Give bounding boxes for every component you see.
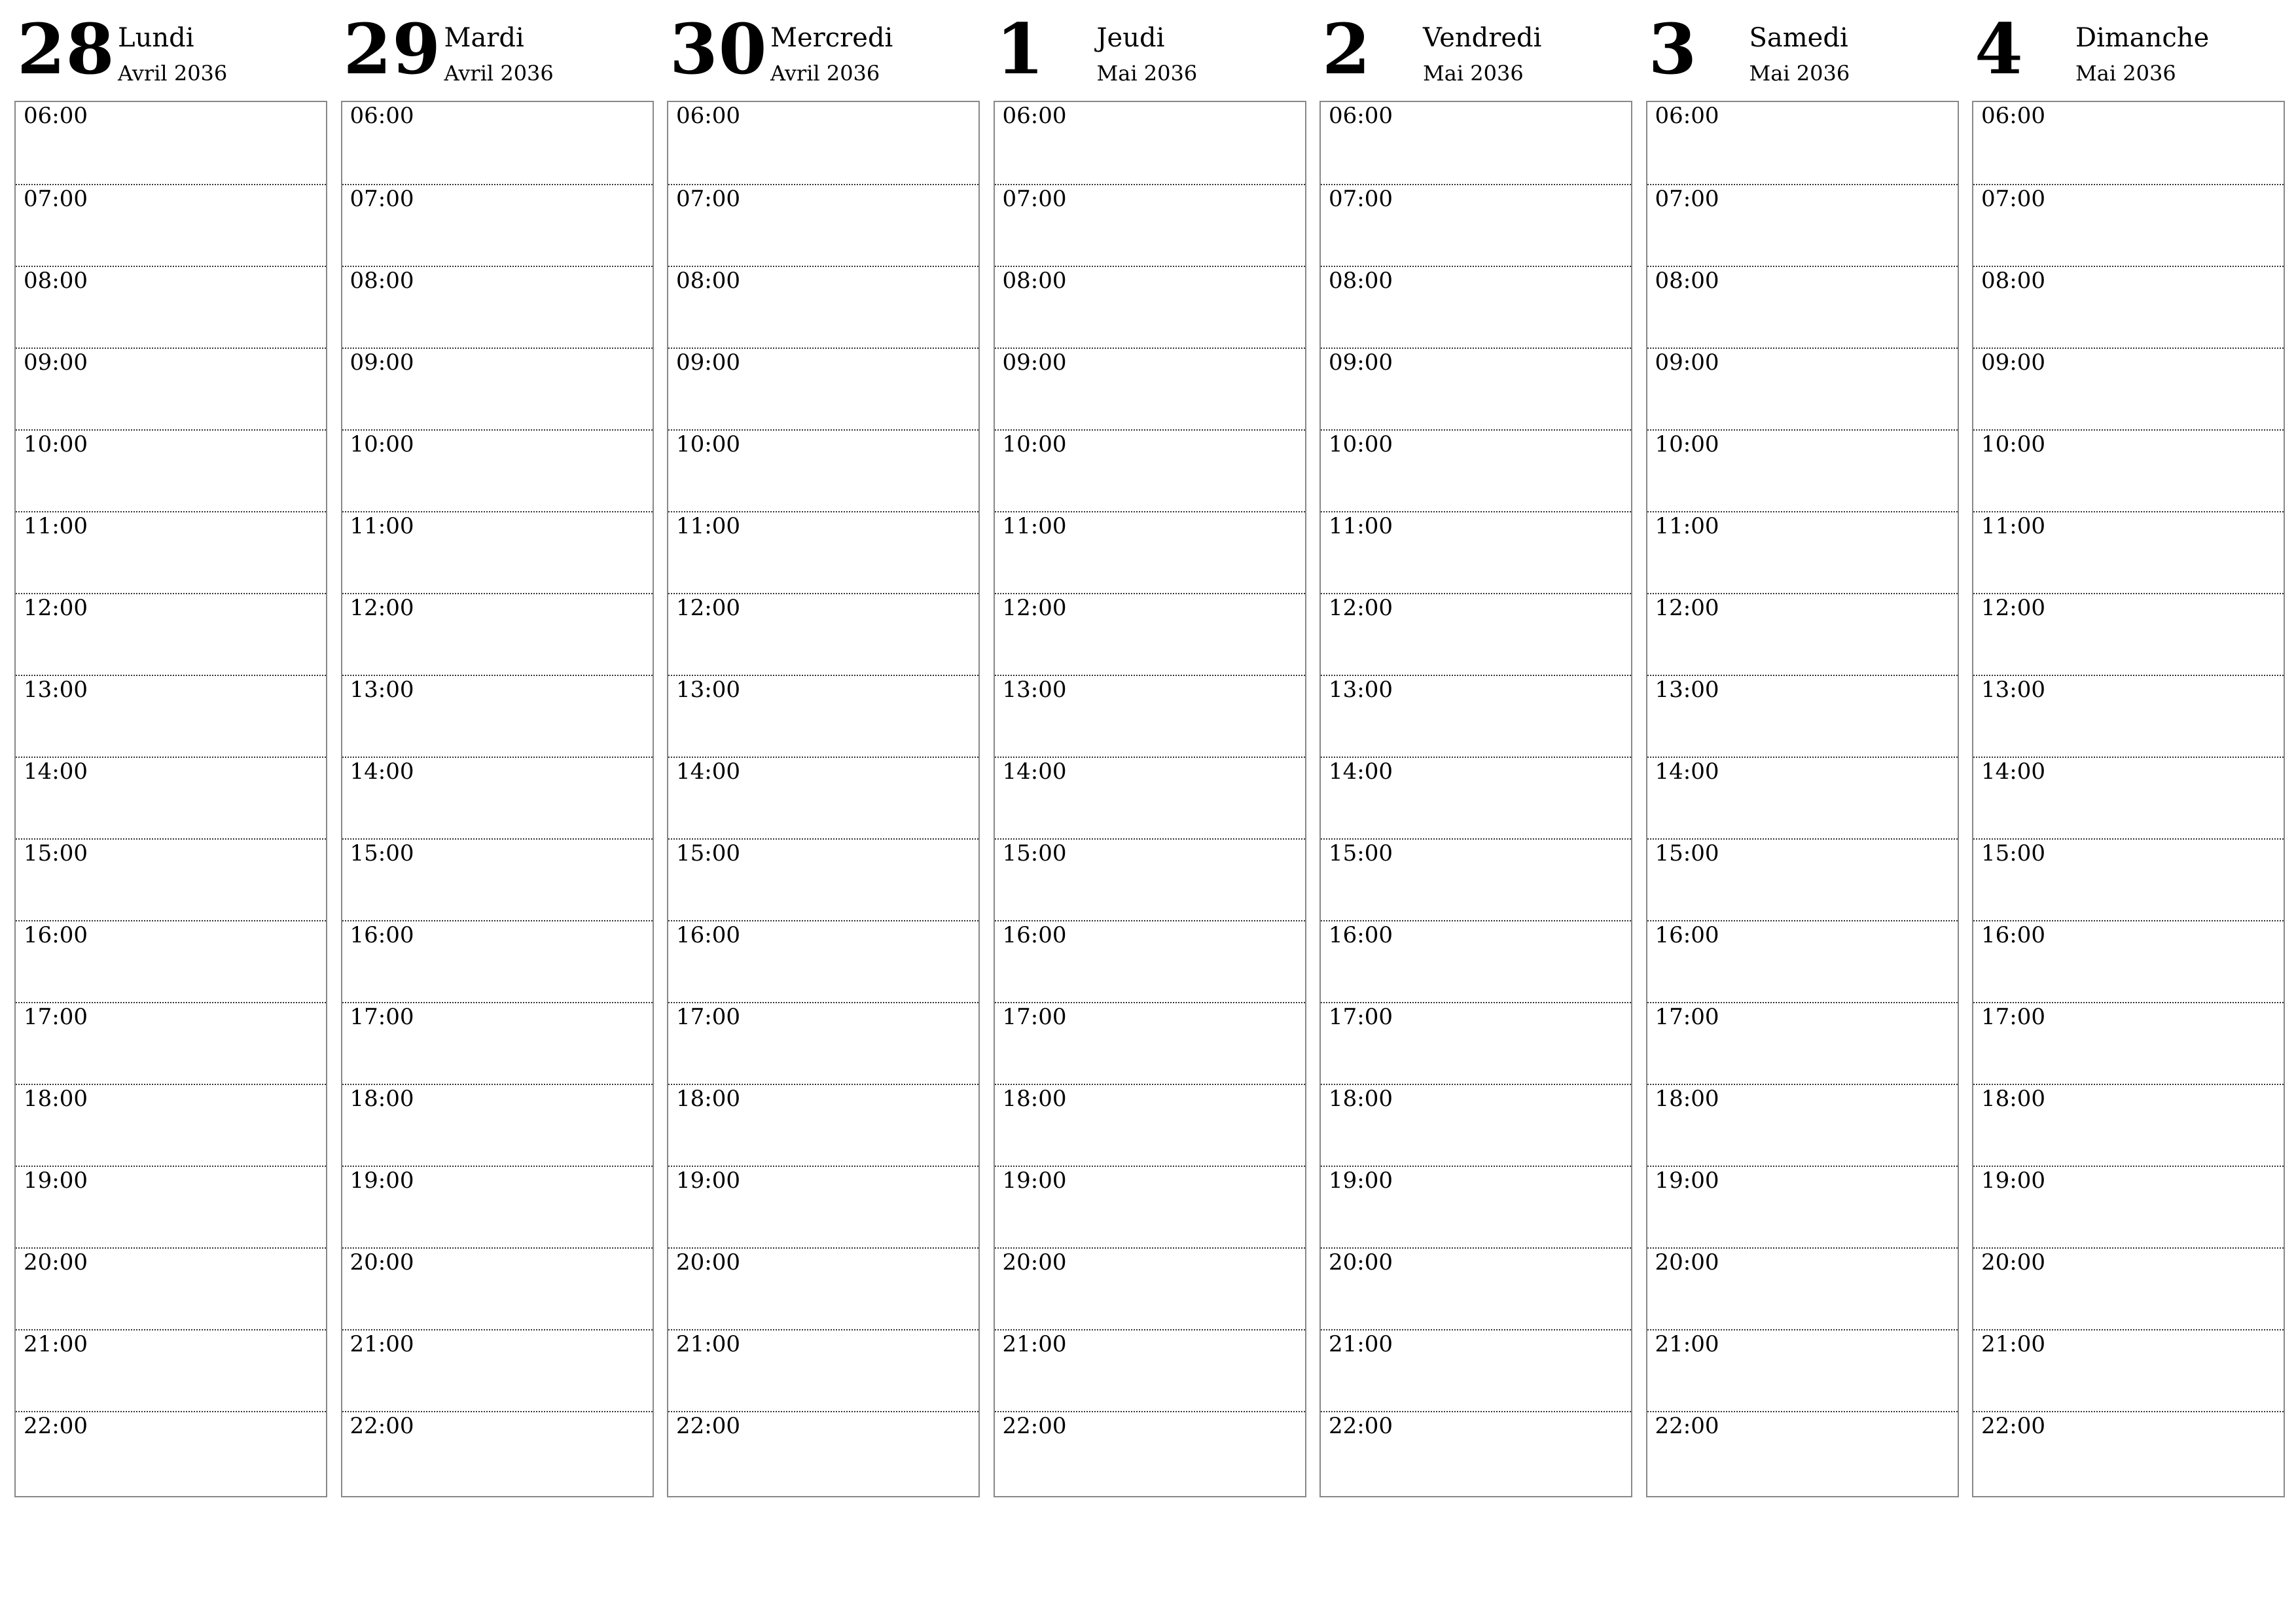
hour-slot[interactable] <box>1973 184 2284 267</box>
hour-label: 11:00 <box>1981 513 2045 539</box>
hour-slot[interactable] <box>1647 102 1958 184</box>
hour-label: 13:00 <box>1981 677 2045 703</box>
hour-slot[interactable] <box>1647 1084 1958 1167</box>
hour-slot[interactable] <box>1321 1329 1631 1412</box>
hour-slot[interactable] <box>668 102 978 184</box>
hour-slot[interactable] <box>1647 511 1958 594</box>
hour-label: 21:00 <box>24 1331 88 1357</box>
hour-slot[interactable] <box>1647 920 1958 1003</box>
day-schedule-box <box>994 101 1306 1497</box>
hour-label: 18:00 <box>1981 1086 2045 1112</box>
hour-slot[interactable] <box>668 266 978 349</box>
hour-label: 17:00 <box>1981 1004 2045 1030</box>
day-month: Mai 2036 <box>2075 61 2176 86</box>
hour-label: 12:00 <box>1655 595 1719 621</box>
hour-slot[interactable] <box>16 675 326 758</box>
hour-label: 18:00 <box>1655 1086 1719 1112</box>
hour-label: 17:00 <box>24 1004 88 1030</box>
day-schedule-box <box>341 101 654 1497</box>
hour-slot[interactable] <box>668 429 978 512</box>
hour-label: 22:00 <box>24 1413 88 1439</box>
hour-slot[interactable] <box>995 266 1305 349</box>
hour-slot[interactable] <box>16 1411 326 1494</box>
day-name: Mercredi <box>770 23 893 53</box>
hour-label: 15:00 <box>1329 840 1393 866</box>
hour-slot[interactable] <box>668 593 978 676</box>
hour-label: 09:00 <box>676 349 740 376</box>
hour-label: 15:00 <box>1002 840 1067 866</box>
hour-label: 07:00 <box>350 186 414 212</box>
day-schedule-box <box>1972 101 2285 1497</box>
hour-slot[interactable] <box>16 1247 326 1330</box>
hour-label: 21:00 <box>1002 1331 1067 1357</box>
hour-slot[interactable] <box>1973 348 2284 431</box>
hour-label: 11:00 <box>24 513 88 539</box>
day-month: Avril 2036 <box>770 61 880 86</box>
hour-slot[interactable] <box>995 1166 1305 1249</box>
hour-label: 17:00 <box>350 1004 414 1030</box>
hour-label: 07:00 <box>676 186 740 212</box>
hour-slot[interactable] <box>16 511 326 594</box>
hour-label: 15:00 <box>1655 840 1719 866</box>
hour-label: 06:00 <box>24 103 88 129</box>
hour-slot[interactable] <box>16 102 326 184</box>
day-name: Dimanche <box>2075 23 2210 53</box>
hour-label: 06:00 <box>1329 103 1393 129</box>
hour-slot[interactable] <box>668 920 978 1003</box>
hour-slot[interactable] <box>342 1166 653 1249</box>
hour-label: 09:00 <box>1329 349 1393 376</box>
hour-label: 07:00 <box>1002 186 1067 212</box>
hour-slot[interactable] <box>1321 1002 1631 1085</box>
hour-label: 10:00 <box>676 431 740 457</box>
hour-label: 08:00 <box>24 268 88 294</box>
hour-slot[interactable] <box>668 1166 978 1249</box>
hour-slot[interactable] <box>342 1084 653 1167</box>
day-header <box>1972 0 2285 98</box>
hour-slot[interactable] <box>1973 920 2284 1003</box>
hour-slot[interactable] <box>1973 1329 2284 1412</box>
hour-slot[interactable] <box>1973 1084 2284 1167</box>
hour-slot[interactable] <box>1973 266 2284 349</box>
hour-label: 11:00 <box>1002 513 1067 539</box>
hour-label: 20:00 <box>1329 1249 1393 1275</box>
hour-slot[interactable] <box>995 1084 1305 1167</box>
day-header <box>667 0 980 98</box>
hour-label: 21:00 <box>1655 1331 1719 1357</box>
hour-slot[interactable] <box>668 511 978 594</box>
hour-slot[interactable] <box>1321 1411 1631 1494</box>
hour-label: 18:00 <box>676 1086 740 1112</box>
hour-label: 08:00 <box>1981 268 2045 294</box>
hour-slot[interactable] <box>995 1411 1305 1494</box>
hour-label: 12:00 <box>1002 595 1067 621</box>
hour-slot[interactable] <box>16 838 326 921</box>
hour-slot[interactable] <box>1647 1247 1958 1330</box>
hour-slot[interactable] <box>1321 593 1631 676</box>
hour-label: 16:00 <box>1329 922 1393 948</box>
hour-label: 16:00 <box>350 922 414 948</box>
hour-label: 22:00 <box>1329 1413 1393 1439</box>
day-month: Avril 2036 <box>444 61 554 86</box>
day-number: 3 <box>1648 8 1698 90</box>
hour-slot[interactable] <box>16 184 326 267</box>
hour-slot[interactable] <box>1321 757 1631 840</box>
day-month: Mai 2036 <box>1423 61 1524 86</box>
day-schedule-box <box>1319 101 1632 1497</box>
hour-label: 22:00 <box>350 1413 414 1439</box>
hour-slot[interactable] <box>342 266 653 349</box>
hour-slot[interactable] <box>995 1329 1305 1412</box>
hour-slot[interactable] <box>342 1329 653 1412</box>
hour-label: 20:00 <box>1655 1249 1719 1275</box>
hour-slot[interactable] <box>342 1002 653 1085</box>
day-month: Avril 2036 <box>118 61 228 86</box>
hour-label: 15:00 <box>676 840 740 866</box>
hour-label: 12:00 <box>1329 595 1393 621</box>
hour-label: 08:00 <box>1655 268 1719 294</box>
hour-slot[interactable] <box>342 348 653 431</box>
hour-label: 13:00 <box>1002 677 1067 703</box>
hour-slot[interactable] <box>1973 511 2284 594</box>
hour-label: 16:00 <box>24 922 88 948</box>
hour-label: 06:00 <box>1002 103 1067 129</box>
hour-slot[interactable] <box>1321 184 1631 267</box>
hour-slot[interactable] <box>342 1411 653 1494</box>
hour-label: 08:00 <box>1329 268 1393 294</box>
hour-label: 14:00 <box>350 758 414 785</box>
hour-slot[interactable] <box>668 675 978 758</box>
hour-slot[interactable] <box>342 920 653 1003</box>
hour-label: 20:00 <box>676 1249 740 1275</box>
hour-label: 17:00 <box>1329 1004 1393 1030</box>
hour-slot[interactable] <box>1973 757 2284 840</box>
hour-label: 14:00 <box>1981 758 2045 785</box>
day-name: Mardi <box>444 23 524 53</box>
hour-label: 16:00 <box>1002 922 1067 948</box>
hour-slot[interactable] <box>16 757 326 840</box>
hour-slot[interactable] <box>668 1084 978 1167</box>
hour-label: 16:00 <box>1655 922 1719 948</box>
hour-slot[interactable] <box>995 429 1305 512</box>
hour-slot[interactable] <box>668 838 978 921</box>
hour-label: 13:00 <box>1655 677 1719 703</box>
hour-label: 22:00 <box>1981 1413 2045 1439</box>
hour-label: 13:00 <box>350 677 414 703</box>
hour-slot[interactable] <box>16 1329 326 1412</box>
hour-slot[interactable] <box>1973 838 2284 921</box>
hour-slot[interactable] <box>342 511 653 594</box>
hour-slot[interactable] <box>1647 757 1958 840</box>
hour-label: 07:00 <box>1655 186 1719 212</box>
hour-slot[interactable] <box>1321 920 1631 1003</box>
hour-label: 11:00 <box>350 513 414 539</box>
day-header <box>341 0 654 98</box>
hour-slot[interactable] <box>342 102 653 184</box>
hour-label: 11:00 <box>676 513 740 539</box>
hour-slot[interactable] <box>342 184 653 267</box>
hour-label: 18:00 <box>24 1086 88 1112</box>
hour-slot[interactable] <box>342 757 653 840</box>
hour-label: 12:00 <box>24 595 88 621</box>
hour-label: 19:00 <box>1329 1168 1393 1194</box>
hour-label: 17:00 <box>676 1004 740 1030</box>
hour-label: 09:00 <box>1981 349 2045 376</box>
hour-label: 10:00 <box>1981 431 2045 457</box>
hour-label: 21:00 <box>1329 1331 1393 1357</box>
hour-label: 14:00 <box>1002 758 1067 785</box>
hour-label: 15:00 <box>1981 840 2045 866</box>
hour-slot[interactable] <box>1321 1166 1631 1249</box>
hour-slot[interactable] <box>995 675 1305 758</box>
hour-label: 06:00 <box>350 103 414 129</box>
hour-slot[interactable] <box>1647 838 1958 921</box>
hour-slot[interactable] <box>1321 348 1631 431</box>
hour-label: 06:00 <box>676 103 740 129</box>
hour-slot[interactable] <box>995 348 1305 431</box>
hour-slot[interactable] <box>342 1247 653 1330</box>
hour-slot[interactable] <box>16 920 326 1003</box>
day-name: Samedi <box>1749 23 1848 53</box>
hour-label: 12:00 <box>350 595 414 621</box>
hour-label: 12:00 <box>676 595 740 621</box>
hour-slot[interactable] <box>1647 675 1958 758</box>
hour-label: 22:00 <box>676 1413 740 1439</box>
hour-slot[interactable] <box>995 511 1305 594</box>
day-number: 4 <box>1975 8 2024 90</box>
hour-slot[interactable] <box>1973 1002 2284 1085</box>
hour-label: 22:00 <box>1655 1413 1719 1439</box>
hour-label: 16:00 <box>1981 922 2045 948</box>
hour-slot[interactable] <box>1973 675 2284 758</box>
hour-slot[interactable] <box>1647 593 1958 676</box>
hour-slot[interactable] <box>16 1002 326 1085</box>
hour-slot[interactable] <box>1973 429 2284 512</box>
hour-label: 14:00 <box>1329 758 1393 785</box>
hour-label: 20:00 <box>350 1249 414 1275</box>
hour-label: 18:00 <box>1329 1086 1393 1112</box>
hour-slot[interactable] <box>1647 1002 1958 1085</box>
hour-slot[interactable] <box>16 1084 326 1167</box>
hour-label: 22:00 <box>1002 1413 1067 1439</box>
day-month: Mai 2036 <box>1096 61 1198 86</box>
hour-label: 19:00 <box>1981 1168 2045 1194</box>
hour-slot[interactable] <box>16 1166 326 1249</box>
hour-label: 13:00 <box>24 677 88 703</box>
hour-label: 13:00 <box>1329 677 1393 703</box>
hour-label: 20:00 <box>1002 1249 1067 1275</box>
day-number: 30 <box>670 8 768 90</box>
day-month: Mai 2036 <box>1749 61 1850 86</box>
day-header <box>1646 0 1959 98</box>
hour-slot[interactable] <box>995 102 1305 184</box>
hour-slot[interactable] <box>668 1411 978 1494</box>
hour-label: 19:00 <box>1655 1168 1719 1194</box>
day-header <box>994 0 1306 98</box>
hour-label: 17:00 <box>1655 1004 1719 1030</box>
hour-label: 19:00 <box>350 1168 414 1194</box>
hour-slot[interactable] <box>1647 1166 1958 1249</box>
hour-label: 20:00 <box>24 1249 88 1275</box>
hour-slot[interactable] <box>668 757 978 840</box>
hour-label: 09:00 <box>350 349 414 376</box>
day-header <box>1319 0 1632 98</box>
hour-label: 18:00 <box>350 1086 414 1112</box>
hour-slot[interactable] <box>1321 838 1631 921</box>
hour-label: 10:00 <box>1002 431 1067 457</box>
day-number: 29 <box>343 8 442 90</box>
day-name: Lundi <box>118 23 194 53</box>
day-name: Jeudi <box>1096 23 1165 53</box>
hour-label: 19:00 <box>676 1168 740 1194</box>
hour-label: 10:00 <box>1655 431 1719 457</box>
hour-label: 06:00 <box>1981 103 2045 129</box>
day-number: 1 <box>996 8 1045 90</box>
hour-label: 16:00 <box>676 922 740 948</box>
hour-label: 19:00 <box>1002 1168 1067 1194</box>
hour-slot[interactable] <box>668 1002 978 1085</box>
hour-label: 11:00 <box>1655 513 1719 539</box>
hour-label: 14:00 <box>676 758 740 785</box>
hour-slot[interactable] <box>995 1002 1305 1085</box>
hour-label: 15:00 <box>24 840 88 866</box>
hour-label: 21:00 <box>350 1331 414 1357</box>
hour-slot[interactable] <box>1973 1247 2284 1330</box>
hour-label: 11:00 <box>1329 513 1393 539</box>
hour-slot[interactable] <box>1647 266 1958 349</box>
hour-label: 10:00 <box>24 431 88 457</box>
hour-slot[interactable] <box>16 266 326 349</box>
hour-label: 21:00 <box>1981 1331 2045 1357</box>
hour-label: 09:00 <box>24 349 88 376</box>
hour-label: 07:00 <box>24 186 88 212</box>
hour-slot[interactable] <box>1647 184 1958 267</box>
hour-slot[interactable] <box>995 1247 1305 1330</box>
hour-slot[interactable] <box>995 184 1305 267</box>
hour-slot[interactable] <box>1321 266 1631 349</box>
hour-label: 15:00 <box>350 840 414 866</box>
hour-slot[interactable] <box>1973 1411 2284 1494</box>
day-schedule-box <box>14 101 327 1497</box>
day-schedule-box <box>1646 101 1959 1497</box>
day-name: Vendredi <box>1423 23 1542 53</box>
hour-slot[interactable] <box>1321 675 1631 758</box>
hour-slot[interactable] <box>995 593 1305 676</box>
hour-slot[interactable] <box>995 920 1305 1003</box>
hour-label: 09:00 <box>1002 349 1067 376</box>
hour-label: 07:00 <box>1329 186 1393 212</box>
hour-slot[interactable] <box>342 675 653 758</box>
hour-slot[interactable] <box>1321 1084 1631 1167</box>
hour-label: 20:00 <box>1981 1249 2045 1275</box>
hour-label: 18:00 <box>1002 1086 1067 1112</box>
hour-label: 19:00 <box>24 1168 88 1194</box>
hour-slot[interactable] <box>342 593 653 676</box>
hour-label: 08:00 <box>676 268 740 294</box>
hour-slot[interactable] <box>668 184 978 267</box>
hour-slot[interactable] <box>1321 1247 1631 1330</box>
hour-slot[interactable] <box>995 757 1305 840</box>
hour-label: 08:00 <box>1002 268 1067 294</box>
hour-label: 09:00 <box>1655 349 1719 376</box>
hour-slot[interactable] <box>668 1329 978 1412</box>
hour-slot[interactable] <box>342 429 653 512</box>
day-number: 2 <box>1322 8 1371 90</box>
hour-slot[interactable] <box>16 429 326 512</box>
hour-slot[interactable] <box>1647 348 1958 431</box>
hour-label: 08:00 <box>350 268 414 294</box>
hour-label: 17:00 <box>1002 1004 1067 1030</box>
hour-label: 14:00 <box>1655 758 1719 785</box>
hour-slot[interactable] <box>1321 429 1631 512</box>
hour-label: 10:00 <box>350 431 414 457</box>
hour-slot[interactable] <box>1973 593 2284 676</box>
hour-slot[interactable] <box>1647 429 1958 512</box>
hour-slot[interactable] <box>1647 1329 1958 1412</box>
hour-label: 12:00 <box>1981 595 2045 621</box>
hour-slot[interactable] <box>1321 511 1631 594</box>
day-number: 28 <box>17 8 115 90</box>
hour-slot[interactable] <box>995 838 1305 921</box>
hour-slot[interactable] <box>1321 102 1631 184</box>
hour-slot[interactable] <box>668 1247 978 1330</box>
hour-slot[interactable] <box>668 348 978 431</box>
hour-label: 10:00 <box>1329 431 1393 457</box>
hour-slot[interactable] <box>16 348 326 431</box>
hour-label: 07:00 <box>1981 186 2045 212</box>
hour-slot[interactable] <box>16 593 326 676</box>
hour-label: 06:00 <box>1655 103 1719 129</box>
hour-slot[interactable] <box>1973 1166 2284 1249</box>
hour-slot[interactable] <box>1973 102 2284 184</box>
day-schedule-box <box>667 101 980 1497</box>
hour-slot[interactable] <box>1647 1411 1958 1494</box>
hour-label: 14:00 <box>24 758 88 785</box>
hour-slot[interactable] <box>342 838 653 921</box>
hour-label: 13:00 <box>676 677 740 703</box>
hour-label: 21:00 <box>676 1331 740 1357</box>
day-header <box>14 0 327 98</box>
